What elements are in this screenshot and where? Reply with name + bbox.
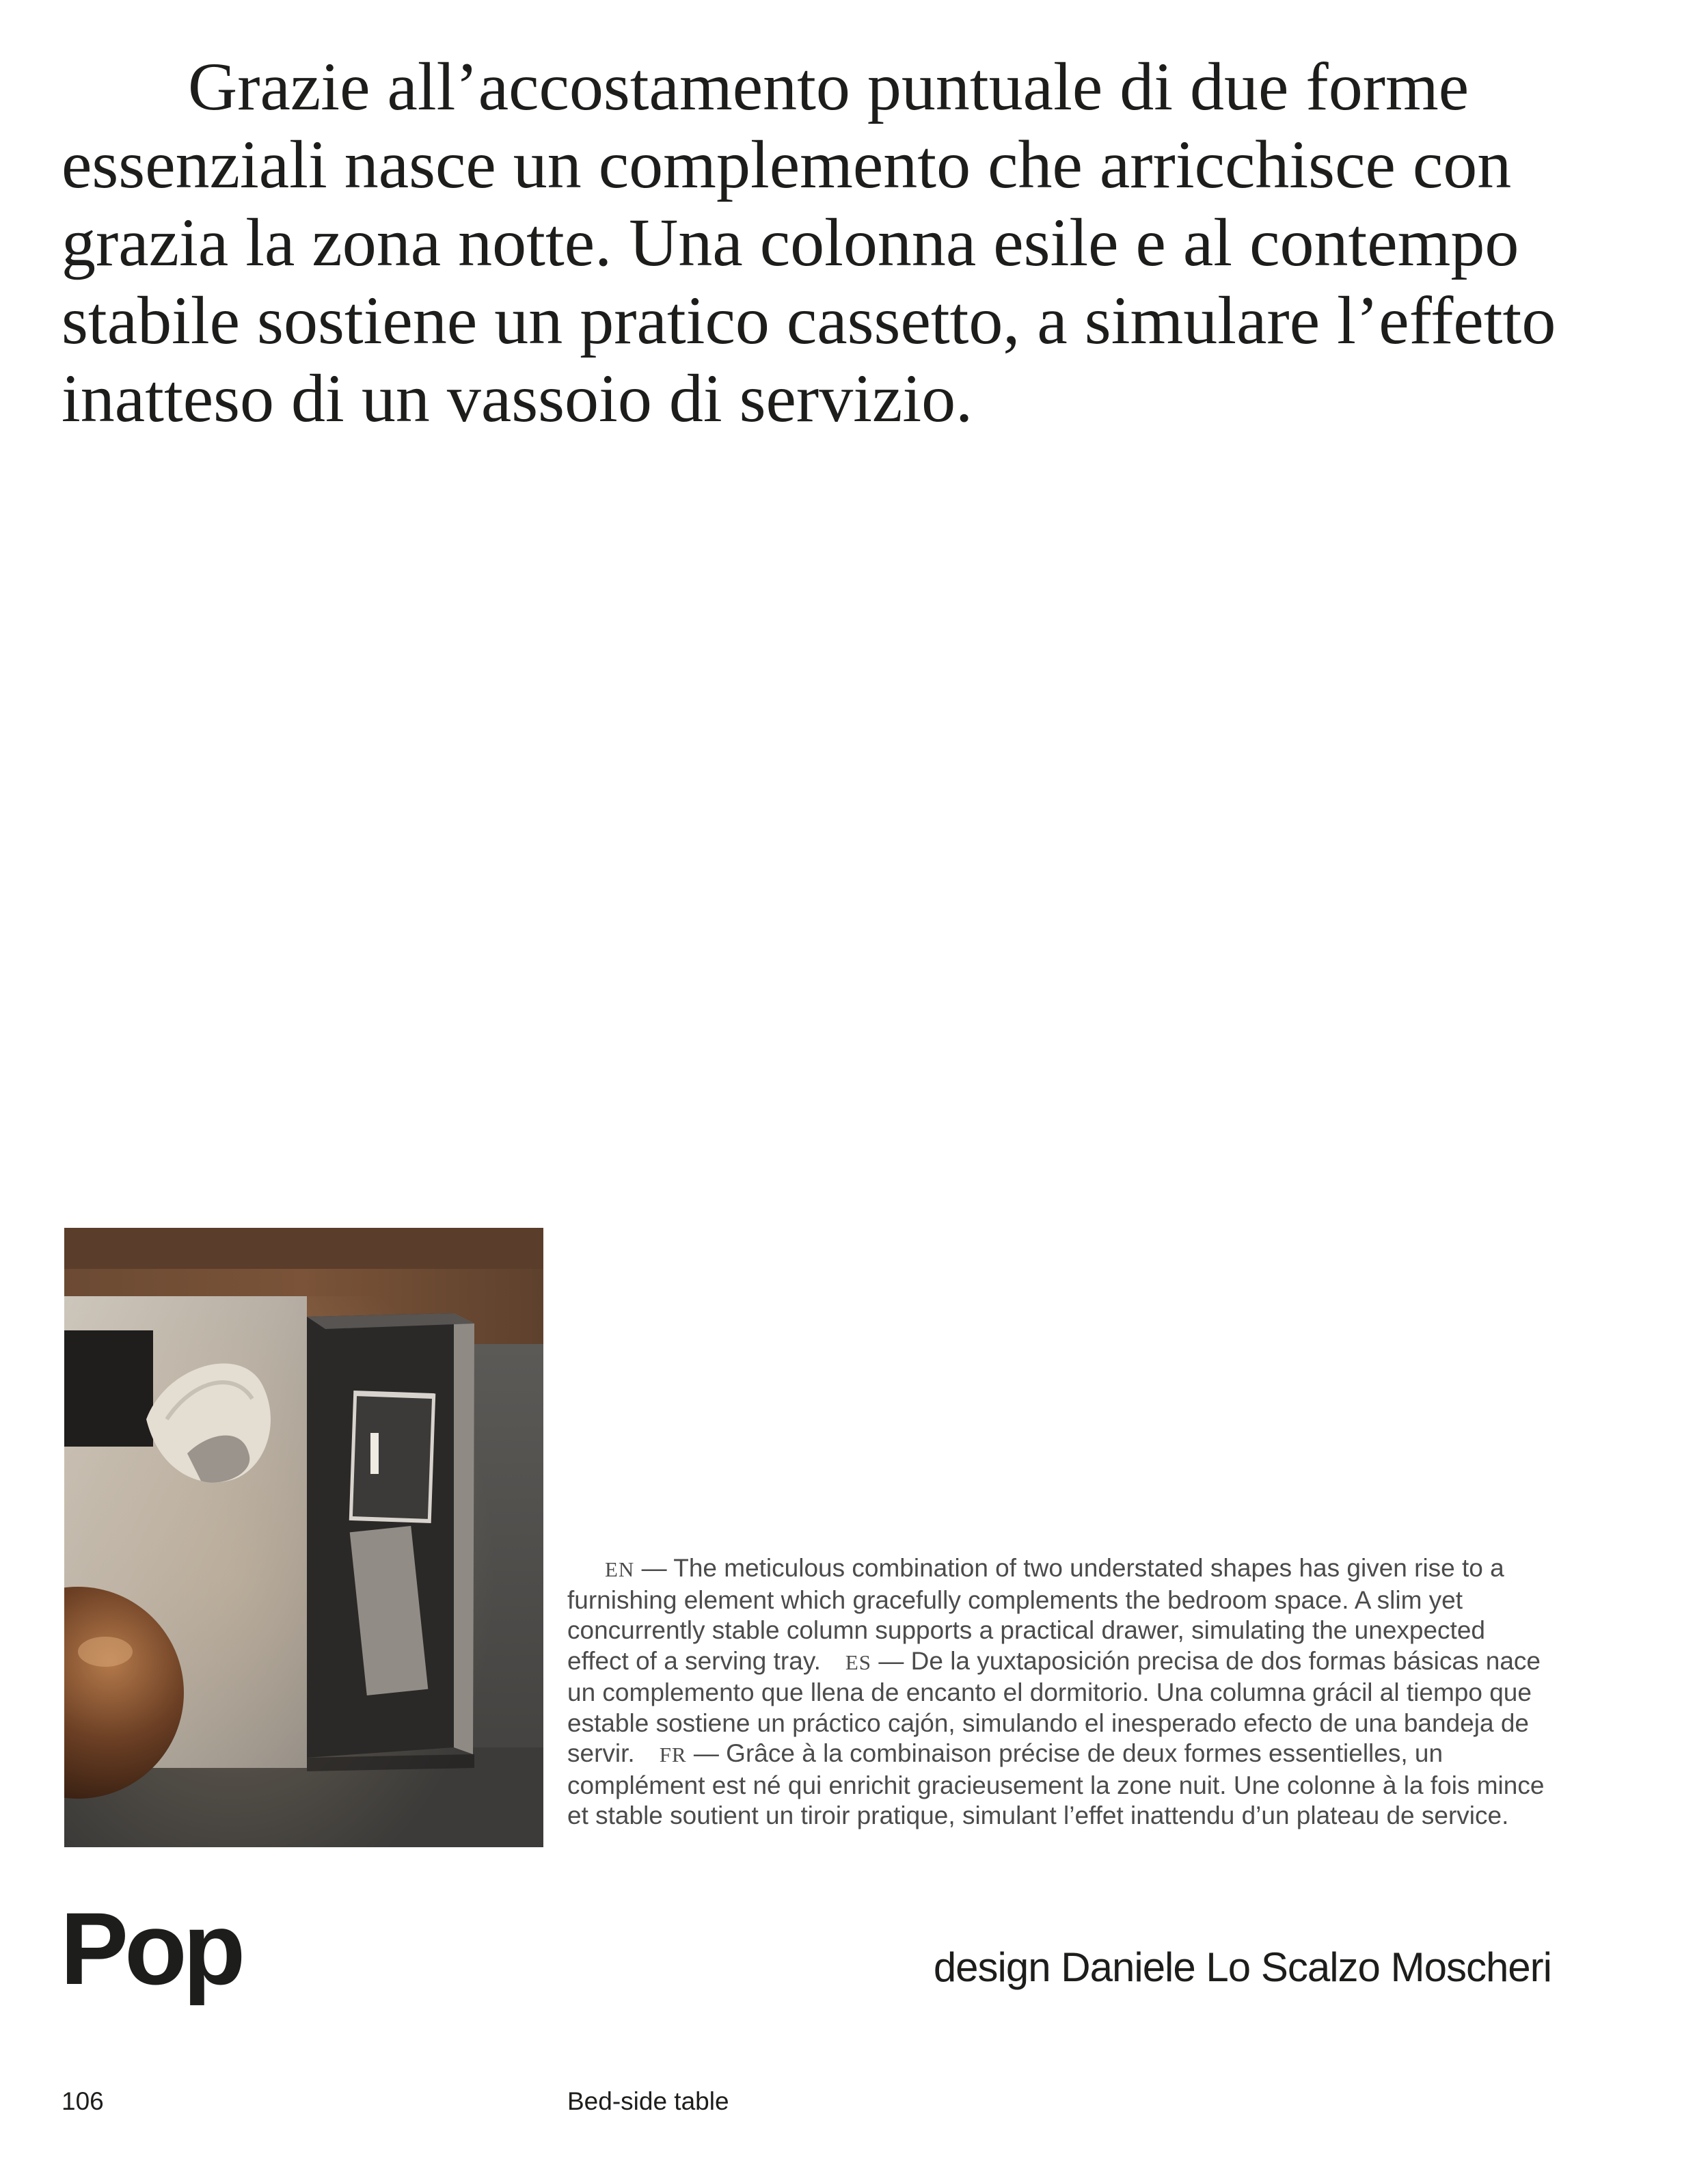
translation-fr: — Grâce à la combinaison précise de deux formes essentielles, un complément est né qui enrichit gracieusement la zone nuit. Une colonne à la fois mince et stable soutient un tiroir pratique, simulant l’effet inattendu d’un plateau de service. <box>567 1739 1545 1829</box>
bedside-table-photo <box>64 1228 543 1847</box>
lang-code-fr: FR <box>659 1743 687 1767</box>
intro-paragraph: Grazie all’accostamento puntuale di due forme essenziali nasce un complemento che arricchisce con grazia la zona notte. Una colonna esile e al contempo stabile sostiene un pratico cassetto, a simulare l’effetto inatteso di un vassoio di servizio. <box>62 49 1556 436</box>
translations-text <box>567 1553 1551 1831</box>
lang-code-es: ES <box>845 1650 872 1674</box>
page-number: 106 <box>62 2087 104 2115</box>
lang-code-en: EN <box>605 1557 635 1581</box>
section-label: Bed-side table <box>567 2087 729 2115</box>
translation-es: — De la yuxtaposición precisa de dos formas básicas nace un complemento que llena de encanto el dormitorio. Una columna grácil al tiempo que estable sostiene un práctico cajón, simulando el inesperado efecto de una bandeja de servir. <box>567 1646 1541 1767</box>
product-name: Pop <box>60 1891 242 2006</box>
product-photo <box>64 1228 543 1847</box>
designer-credit: design Daniele Lo Scalzo Moscheri <box>933 1944 1551 1990</box>
translation-en: — The meticulous combination of two understated shapes has given rise to a furnishing element which gracefully complements the bedroom space. A slim yet concurrently stable column supports a practical drawer, simulating the unexpected effect of a serving tray. <box>567 1554 1504 1675</box>
